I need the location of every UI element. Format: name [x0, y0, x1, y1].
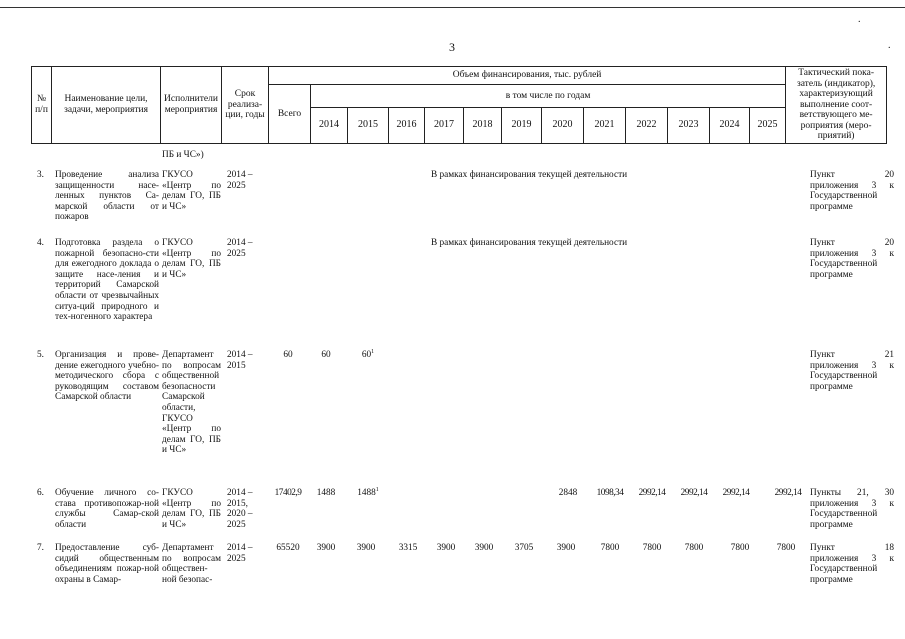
- row-number: 5.: [37, 350, 44, 360]
- year-header: 2023: [668, 107, 710, 143]
- row-value-2024: 2992,14: [722, 488, 750, 498]
- row-value-2022: 2992,14: [638, 488, 666, 498]
- row-value-2025: 7800: [776, 543, 796, 553]
- row-number: 6.: [37, 488, 44, 498]
- row-funding-note: В рамках финансирования текущей деятельности: [431, 238, 628, 248]
- row-value-2023: 7800: [684, 543, 704, 553]
- row-value-2021: 1098,34: [596, 488, 624, 498]
- col-by-years-header: в том числе по годам: [311, 85, 786, 108]
- speck: .: [888, 40, 891, 51]
- col-no-header: № п/п: [32, 67, 52, 144]
- col-funding-header: Объем финансирования, тыс. рублей: [269, 67, 786, 85]
- row-total: 60: [283, 350, 293, 360]
- row-executor: ГКУСО «Центр по делам ГО, ПБ и ЧС»: [162, 488, 221, 530]
- row-executor: Департамент по вопросам общественной безопасности Самарской области, ГКУСО «Центр по делам ГО, ПБ и ЧС»: [162, 350, 221, 456]
- year-header: 2024: [710, 107, 750, 143]
- year-header: 2022: [626, 107, 668, 143]
- row-value-2021: 7800: [600, 543, 620, 553]
- table-body: [31, 0, 894, 639]
- row-name: Подготовка раздела о пожарной безопасно-сти для ежегодного доклада о защите насе-ления и территорий Самарской области от чрезвычайных ситуа-ций природного и тех-ногенного характера: [55, 238, 159, 323]
- col-executors-header: Исполнители мероприятия: [161, 67, 222, 144]
- row-total: 65520: [276, 543, 300, 553]
- row-funding-note: В рамках финансирования текущей деятельности: [431, 170, 628, 180]
- col-total-header: Всего: [269, 85, 311, 144]
- row-term: 2014 – 2025: [227, 238, 253, 259]
- footnote-mark: 1: [375, 486, 379, 493]
- row-number: 4.: [37, 238, 44, 248]
- row-value-2014: 60: [321, 350, 331, 360]
- row-value-2016: 3315: [398, 543, 418, 553]
- col-term-header: Срок реализа-ции, годы: [222, 67, 269, 144]
- row-indicator: Пункты 21, 30 приложения 3 к Государственной программе: [810, 488, 894, 530]
- row-total: 17402,9: [274, 488, 302, 498]
- row-name: Предоставление суб-сидий общественным объединениям пожар-ной охраны в Самар-: [55, 543, 159, 585]
- row-value-2015: 1488$^1$: [357, 486, 379, 498]
- row-term: 2014 – 2025: [227, 170, 253, 191]
- row-name: Обучение личного со-става противопожар-ной службы Самар-ской области: [55, 488, 159, 530]
- row-executor: ГКУСО «Центр по делам ГО, ПБ и ЧС»: [162, 238, 221, 280]
- col-indicator-header: Тактический пока-затель (индикатор), характеризующий выполнение соот-ветствующего ме-роприятия (меро-приятий): [786, 67, 887, 144]
- year-header: 2016: [389, 107, 425, 143]
- carry-over-text: ПБ и ЧС»): [162, 150, 204, 160]
- row-term: 2014 – 2025: [227, 543, 253, 564]
- row-value-2015: 3900: [356, 543, 376, 553]
- row-value-2020: 3900: [556, 543, 576, 553]
- year-header: 2017: [425, 107, 464, 143]
- row-value-2025: 2992,14: [774, 488, 802, 498]
- speck: .: [858, 14, 861, 25]
- year-header: 2018: [464, 107, 502, 143]
- row-indicator: Пункт 20 приложения 3 к Государственной программе: [810, 170, 894, 212]
- row-term: 2014 – 2015, 2020 – 2025: [227, 488, 253, 530]
- row-term: 2014 – 2015: [227, 350, 253, 371]
- row-value-2017: 3900: [436, 543, 456, 553]
- year-header: 2015: [348, 107, 389, 143]
- row-value-2024: 7800: [730, 543, 750, 553]
- row-executor: ГКУСО «Центр по делам ГО, ПБ и ЧС»: [162, 170, 221, 212]
- row-number: 3.: [37, 170, 44, 180]
- year-header: 2021: [584, 107, 626, 143]
- row-value-2019: 3705: [514, 543, 534, 553]
- row-indicator: Пункт 20 приложения 3 к Государственной программе: [810, 238, 894, 280]
- col-name-header: Наименование цели, задачи, мероприятия: [52, 67, 161, 144]
- row-number: 7.: [37, 543, 44, 553]
- row-indicator: Пункт 18 приложения 3 к Государственной программе: [810, 543, 894, 585]
- year-header: 2020: [542, 107, 584, 143]
- row-indicator: Пункт 21 приложения 3 к Государственной программе: [810, 350, 894, 392]
- row-executor: Департамент по вопросам обществен-ной безопас-: [162, 543, 221, 585]
- year-header: 2019: [502, 107, 542, 143]
- footnote-mark: 1: [371, 348, 375, 355]
- row-value-2014: 3900: [316, 543, 336, 553]
- page-number: 3: [449, 40, 455, 54]
- year-header: 2025: [750, 107, 786, 143]
- row-name: Проведение анализа защищенности насе-ленных пунктов Са-марской области от пожаров: [55, 170, 159, 223]
- row-value-2023: 2992,14: [680, 488, 708, 498]
- row-value-2022: 7800: [642, 543, 662, 553]
- row-value-2020: 2848: [558, 488, 578, 498]
- row-value-2014: 1488: [316, 488, 336, 498]
- row-value-2018: 3900: [474, 543, 494, 553]
- row-name: Организация и прове-дение ежегодного учебно-методического сбора с руководящим составом Самарской области: [55, 350, 159, 403]
- year-header: 2014: [311, 107, 348, 143]
- row-value-2015: $60^1$: [361, 348, 375, 360]
